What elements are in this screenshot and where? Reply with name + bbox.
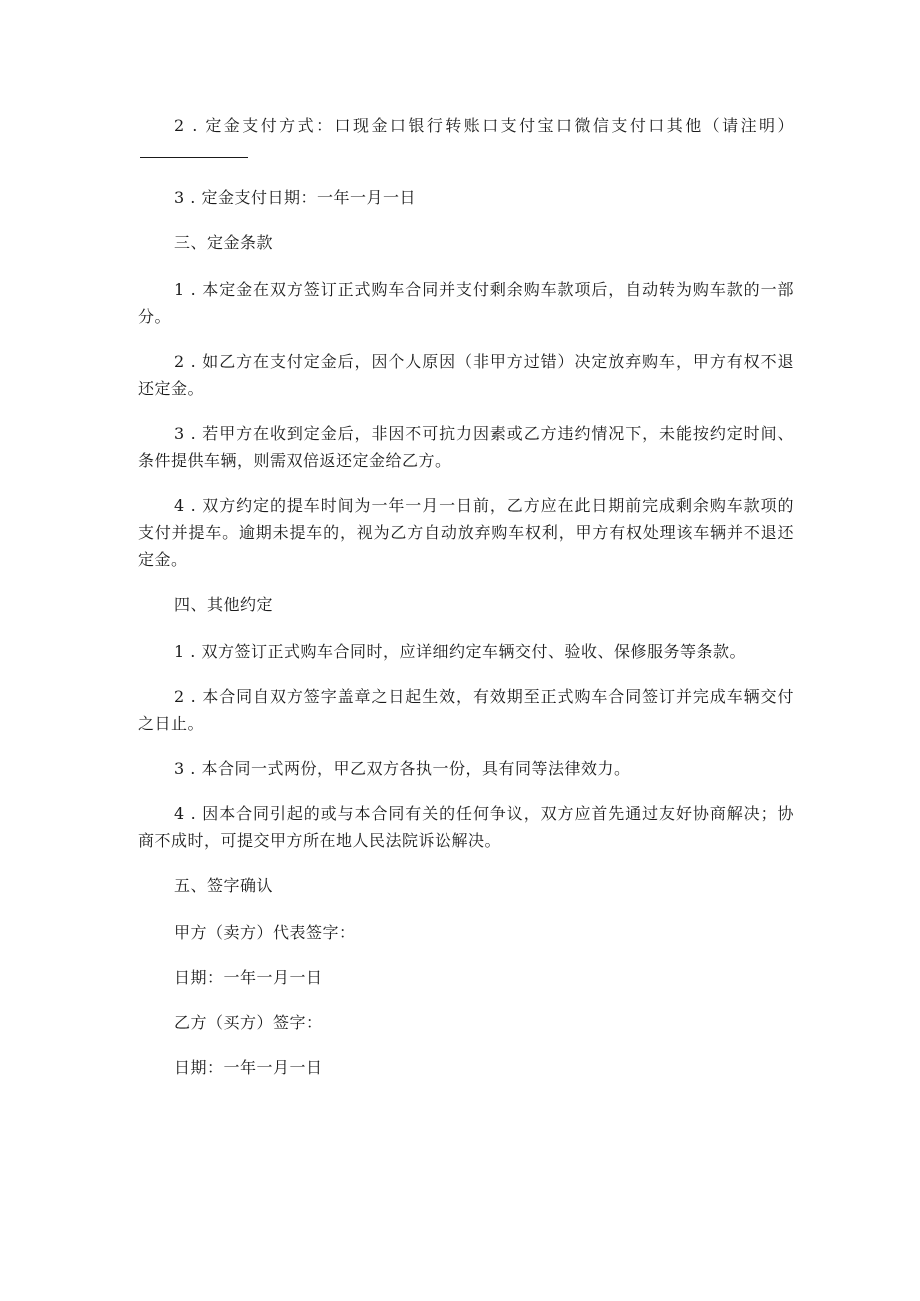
party-a-date: 日期：一年一月一日 (174, 968, 323, 987)
deposit-term-1: 1 . 本定金在双方签订正式购车合同并支付剩余购车款项后，自动转为购车款的一部分。 (138, 280, 794, 326)
section-heading-signature: 五、签字确认 (174, 876, 274, 895)
other-agreement-4: 4 . 因本合同引起的或与本合同有关的任何争议，双方应首先通过友好协商解决；协商不成时，可提交甲方所在地人民法院诉讼解决。 (138, 804, 794, 850)
party-a-signature: 甲方（卖方）代表签字： (174, 923, 356, 942)
fill-in-blank (140, 141, 248, 158)
deposit-term-4: 4 . 双方约定的提车时间为一年一月一日前，乙方应在此日期前完成剩余购车款项的支付并提车。逾期未提车的，视为乙方自动放弃购车权利，甲方有权处理该车辆并不退还定金。 (138, 496, 794, 569)
contract-page (138, 112, 794, 1099)
deposit-payment-method (138, 112, 794, 166)
deposit-term-2: 2 . 如乙方在支付定金后，因个人原因（非甲方过错）决定放弃购车，甲方有权不退还定金。 (138, 352, 794, 398)
deposit-payment-date: 3 . 定金支付日期：一年一月一日 (174, 188, 416, 207)
party-b-date: 日期：一年一月一日 (174, 1058, 323, 1077)
deposit-payment-method-text: 2 . 定金支付方式：口现金口银行转账口支付宝口微信支付口其他（请注明） (174, 116, 794, 135)
deposit-term-3: 3 . 若甲方在收到定金后，非因不可抗力因素或乙方违约情况下，未能按约定时间、条件提供车辆，则需双倍返还定金给乙方。 (138, 424, 794, 470)
section-heading-other-agreements: 四、其他约定 (174, 595, 274, 614)
other-agreement-1: 1 . 双方签订正式购车合同时，应详细约定车辆交付、验收、保修服务等条款。 (174, 642, 746, 661)
other-agreement-3: 3 . 本合同一式两份，甲乙双方各执一份，具有同等法律效力。 (174, 759, 631, 778)
party-b-signature: 乙方（买方）签字： (174, 1013, 323, 1032)
section-heading-deposit-terms: 三、定金条款 (174, 233, 274, 252)
other-agreement-2: 2 . 本合同自双方签字盖章之日起生效，有效期至正式购车合同签订并完成车辆交付之日止。 (138, 687, 794, 733)
